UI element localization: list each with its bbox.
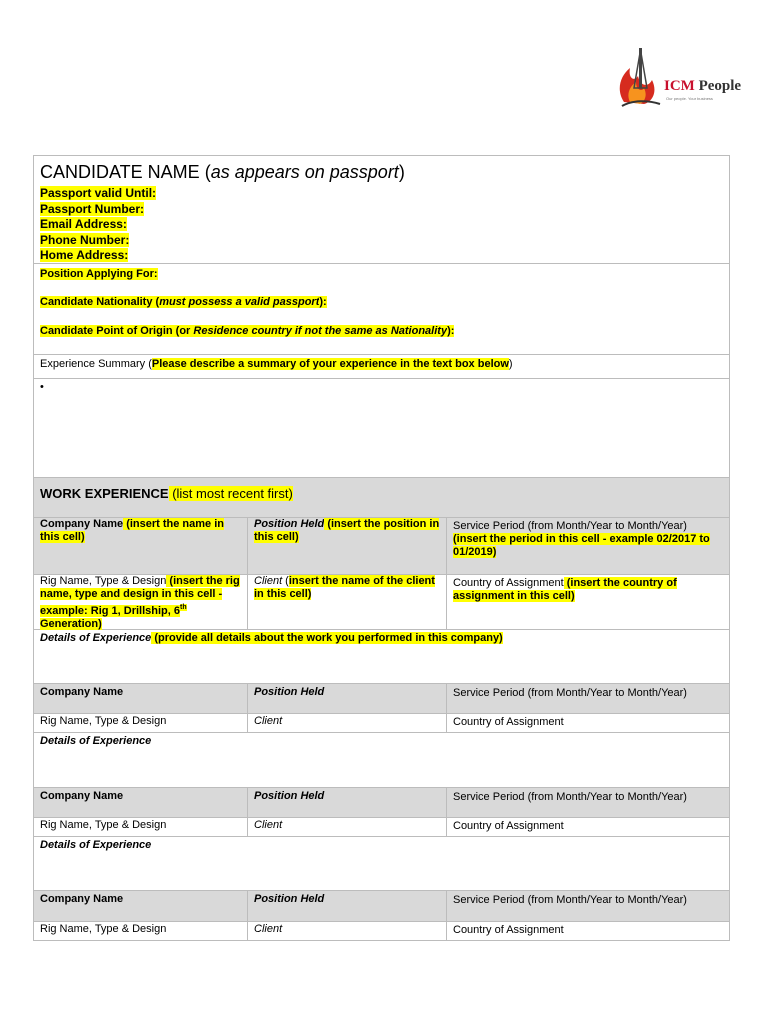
company-name-cell[interactable]: Company Name — [34, 891, 248, 921]
experience-summary-box[interactable] — [34, 379, 729, 478]
country-cell[interactable]: Country of Assignment — [453, 716, 564, 728]
origin-field[interactable]: Candidate Point of Origin (or Residence country if not the same as Nationality): — [40, 325, 455, 337]
candidate-name-heading: CANDIDATE NAME (as appears on passport) — [40, 162, 405, 182]
email-field[interactable]: Email Address: — [40, 217, 127, 231]
position-applying-field[interactable]: Position Applying For: — [40, 268, 158, 280]
passport-valid-field[interactable]: Passport valid Until: — [40, 186, 157, 200]
position-held-cell[interactable]: Position Held — [248, 684, 447, 713]
company-logo — [614, 42, 754, 108]
service-period-cell[interactable]: Service Period (from Month/Year to Month/Year) (insert the period in this cell - example 02/2017 to 01/2019) — [453, 520, 710, 558]
client-cell[interactable]: Client (insert the name of the client in this cell) — [248, 575, 447, 629]
phone-field[interactable]: Phone Number: — [40, 232, 130, 247]
service-period-cell[interactable]: Service Period (from Month/Year to Month/Year) — [453, 894, 687, 906]
position-held-cell[interactable]: Position Held (insert the position in this cell) — [248, 518, 447, 574]
entry-4-header-row — [34, 891, 729, 922]
position-held-cell[interactable]: Position Held — [248, 891, 447, 921]
bullet-point: • — [40, 381, 44, 393]
logo-wordmark: ICM People — [664, 78, 742, 94]
country-cell[interactable]: Country of Assignment (insert the country of assignment in this cell) — [453, 577, 677, 602]
client-cell[interactable]: Client — [248, 922, 447, 941]
company-name-cell[interactable]: Company Name (insert the name in this cell) — [34, 518, 248, 574]
cv-form — [33, 155, 730, 941]
experience-summary-header: Experience Summary (Please describe a summary of your experience in the text box below) — [34, 355, 729, 379]
entry-1-rig-row — [34, 575, 729, 630]
work-experience-heading: WORK EXPERIENCE (list most recent first) — [34, 478, 729, 518]
company-name-cell[interactable]: Company Name — [34, 788, 248, 817]
rig-name-cell[interactable]: Rig Name, Type & Design — [34, 922, 248, 941]
candidate-fields — [40, 186, 156, 264]
rig-name-cell[interactable]: Rig Name, Type & Design — [34, 714, 248, 732]
client-cell[interactable]: Client — [248, 714, 447, 732]
flame-rig-icon — [614, 42, 666, 108]
entry-3-details[interactable]: Details of Experience — [34, 837, 729, 891]
company-name-cell[interactable]: Company Name — [34, 684, 248, 713]
passport-number-field[interactable]: Passport Number: — [40, 201, 145, 216]
rig-name-cell[interactable]: Rig Name, Type & Design (insert the rig name, type and design in this cell - example: Rig 1, Drillship, 6th Generation) — [34, 575, 248, 629]
rig-name-cell[interactable]: Rig Name, Type & Design — [34, 818, 248, 836]
service-period-cell[interactable]: Service Period (from Month/Year to Month/Year) — [453, 791, 687, 803]
entry-2-header-row — [34, 684, 729, 714]
country-cell[interactable]: Country of Assignment — [453, 820, 564, 832]
entry-1-details[interactable]: Details of Experience (provide all details about the work you performed in this company) — [34, 630, 729, 684]
position-section — [34, 264, 729, 355]
entry-4-rig-row — [34, 922, 729, 941]
entry-2-rig-row — [34, 714, 729, 733]
home-address-field[interactable]: Home Address: — [40, 248, 129, 262]
entry-2-details[interactable]: Details of Experience — [34, 733, 729, 788]
entry-3-rig-row — [34, 818, 729, 837]
country-cell[interactable]: Country of Assignment — [453, 924, 564, 936]
entry-3-header-row — [34, 788, 729, 818]
service-period-cell[interactable]: Service Period (from Month/Year to Month/Year) — [453, 687, 687, 699]
nationality-field[interactable]: Candidate Nationality (must possess a valid passport): — [40, 296, 327, 308]
entry-1-header-row — [34, 518, 729, 575]
position-held-cell[interactable]: Position Held — [248, 788, 447, 817]
client-cell[interactable]: Client — [248, 818, 447, 836]
candidate-section — [34, 156, 729, 264]
logo-tagline: Our people. Your business — [666, 96, 713, 101]
